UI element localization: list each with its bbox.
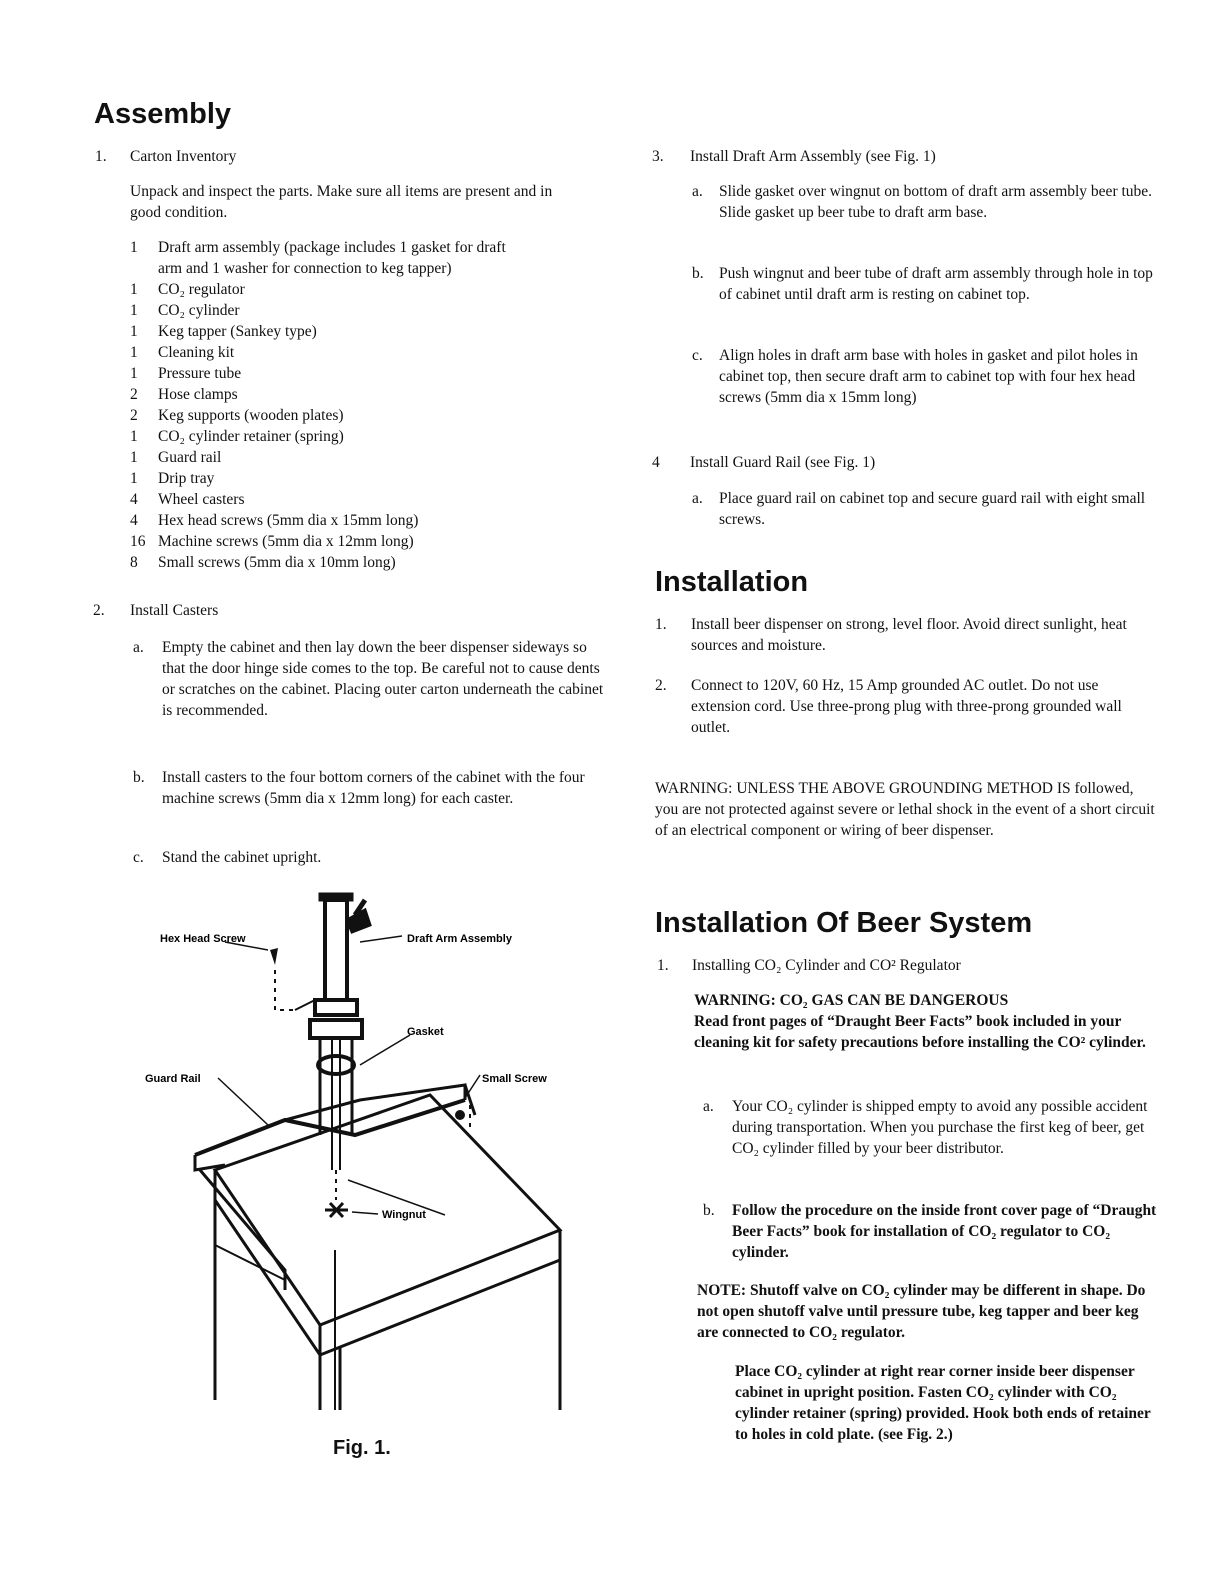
inventory-qty: 1 bbox=[130, 323, 138, 340]
step-2a-text: Empty the cabinet and then lay down the beer dispenser sideways so that the door hinge side comes to the top. Be careful not to cause dents or scratches on the cabinet. Placing outer carton underneath the cabinet is recommended. bbox=[162, 639, 604, 719]
inventory-qty: 1 bbox=[130, 344, 138, 361]
installation-heading: Installation bbox=[655, 566, 809, 598]
inventory-text: Pressure tube bbox=[158, 365, 242, 382]
install-1-number: 1. bbox=[655, 616, 667, 633]
inventory-text: CO₂ regulator bbox=[158, 281, 245, 298]
place-cylinder-text: Place CO₂ cylinder at right rear corner inside beer dispenser cabinet in upright position. Fasten CO₂ cylinder with CO₂ cylinder retainer (spring) provided. Hook both ends of retainer to holes in cold plate. (see Fig. 2.) bbox=[735, 1363, 1151, 1443]
step-3c-text: Align holes in draft arm base with holes in gasket and pilot holes in cabinet top, then secure draft arm to cabinet top with four hex head screws (5mm dia x 15mm long) bbox=[719, 347, 1138, 406]
step-3b-text: Push wingnut and beer tube of draft arm assembly through hole in top of cabinet until draft arm is resting on cabinet top. bbox=[719, 265, 1153, 303]
inventory-text: Machine screws (5mm dia x 12mm long) bbox=[158, 533, 414, 550]
step-1-title: Carton Inventory bbox=[130, 148, 237, 165]
step-3-title: Install Draft Arm Assembly (see Fig. 1) bbox=[690, 148, 936, 165]
install-2-number: 2. bbox=[655, 677, 667, 694]
label-draft-arm-assembly: Draft Arm Assembly bbox=[407, 933, 512, 945]
inventory-item bbox=[130, 363, 610, 384]
inventory-item bbox=[130, 300, 610, 321]
step-4a-text: Place guard rail on cabinet top and secure guard rail with eight small screws. bbox=[719, 490, 1146, 528]
inventory-text: CO₂ cylinder retainer (spring) bbox=[158, 428, 344, 445]
inventory-text: Wheel casters bbox=[158, 491, 245, 508]
step-2c-letter: c. bbox=[133, 849, 144, 866]
inventory-item bbox=[130, 342, 610, 363]
beer-system-heading: Installation Of Beer System bbox=[655, 907, 1033, 939]
inventory-item bbox=[130, 321, 610, 342]
inventory-item bbox=[130, 531, 610, 552]
inventory-text: Keg tapper (Sankey type) bbox=[158, 323, 317, 340]
inventory-text: Hose clamps bbox=[158, 386, 238, 403]
inventory-item bbox=[130, 552, 610, 573]
inventory-text: arm and 1 washer for connection to keg tapper) bbox=[158, 260, 452, 277]
co2-note: NOTE: Shutoff valve on CO₂ cylinder may be different in shape. Do not open shutoff valve until pressure tube, keg tapper and beer keg are connected to CO₂ regulator. bbox=[697, 1282, 1146, 1341]
inventory-item bbox=[130, 510, 610, 531]
co2-warning-text: Read front pages of “Draught Beer Facts” book included in your cleaning kit for safety precautions before installing the CO² cylinder. bbox=[694, 1013, 1146, 1051]
inventory-text: Guard rail bbox=[158, 449, 222, 466]
install-2-text: Connect to 120V, 60 Hz, 15 Amp grounded AC outlet. Do not use extension cord. Use three-prong plug with three-prong grounded wall outlet. bbox=[691, 677, 1122, 736]
step-1-number: 1. bbox=[95, 148, 107, 165]
inventory-item bbox=[130, 447, 610, 468]
inventory-item bbox=[130, 489, 610, 510]
step-3c-letter: c. bbox=[692, 347, 703, 364]
beer-1a-letter: a. bbox=[703, 1098, 714, 1115]
step-2b-text: Install casters to the four bottom corners of the cabinet with the four machine screws (5mm dia x 12mm long) for each caster. bbox=[162, 769, 585, 807]
step-2c-text: Stand the cabinet upright. bbox=[162, 849, 322, 866]
co2-warning-title: WARNING: CO₂ GAS CAN BE DANGEROUS bbox=[694, 992, 1009, 1009]
inventory-item bbox=[130, 468, 610, 489]
inventory-qty: 4 bbox=[130, 491, 138, 508]
inventory-qty: 1 bbox=[130, 302, 138, 319]
beer-1b-text: Follow the procedure on the inside front cover page of “Draught Beer Facts” book for installation of CO₂ regulator to CO₂ cylinder. bbox=[732, 1202, 1157, 1261]
inventory-qty: 1 bbox=[130, 470, 138, 487]
beer-1b-letter: b. bbox=[703, 1202, 715, 1219]
inventory-item bbox=[130, 279, 610, 300]
inventory-item bbox=[130, 426, 610, 447]
inventory-item bbox=[130, 237, 610, 258]
step-2a-letter: a. bbox=[133, 639, 144, 656]
step-2b-letter: b. bbox=[133, 769, 145, 786]
step-3b-letter: b. bbox=[692, 265, 704, 282]
inventory-text: Draft arm assembly (package includes 1 gasket for draft bbox=[158, 239, 506, 256]
inventory-item bbox=[130, 405, 610, 426]
install-1-text: Install beer dispenser on strong, level floor. Avoid direct sunlight, heat sources and moisture. bbox=[691, 616, 1127, 654]
inventory-qty: 1 bbox=[130, 281, 138, 298]
inventory-qty: 1 bbox=[130, 449, 138, 466]
inventory-text: CO₂ cylinder bbox=[158, 302, 240, 319]
label-hex-head-screw: Hex Head Screw bbox=[160, 933, 246, 945]
inventory-text: Small screws (5mm dia x 10mm long) bbox=[158, 554, 396, 571]
label-small-screw: Small Screw bbox=[482, 1073, 547, 1085]
beer-1a-text: Your CO₂ cylinder is shipped empty to avoid any possible accident during transportation. When you purchase the first keg of beer, get CO₂ cylinder filled by your beer distributor. bbox=[732, 1098, 1148, 1157]
inventory-item bbox=[130, 258, 610, 279]
inventory-text: Hex head screws (5mm dia x 15mm long) bbox=[158, 512, 419, 529]
step-2-number: 2. bbox=[93, 602, 105, 619]
inventory-qty: 16 bbox=[130, 533, 146, 550]
assembly-heading: Assembly bbox=[94, 98, 232, 130]
step-1-intro: Unpack and inspect the parts. Make sure all items are present and in good condition. bbox=[130, 183, 553, 221]
label-guard-rail: Guard Rail bbox=[145, 1073, 201, 1085]
inventory-qty: 8 bbox=[130, 554, 138, 571]
label-wingnut: Wingnut bbox=[382, 1209, 426, 1221]
inventory-text: Drip tray bbox=[158, 470, 215, 487]
inventory-qty: 1 bbox=[130, 239, 138, 256]
inventory-qty: 1 bbox=[130, 428, 138, 445]
step-4a-letter: a. bbox=[692, 490, 703, 507]
step-2-title: Install Casters bbox=[130, 602, 219, 619]
inventory-qty: 4 bbox=[130, 512, 138, 529]
inventory-text: Cleaning kit bbox=[158, 344, 235, 361]
step-4-title: Install Guard Rail (see Fig. 1) bbox=[690, 454, 876, 471]
label-gasket: Gasket bbox=[407, 1026, 444, 1038]
grounding-warning: WARNING: UNLESS THE ABOVE GROUNDING METHOD IS followed, you are not protected against severe or lethal shock in the event of a short circuit of an electrical component or wiring of beer dispenser. bbox=[655, 780, 1155, 839]
inventory-qty: 2 bbox=[130, 407, 138, 424]
inventory-item bbox=[130, 384, 610, 405]
beer-1-title: Installing CO₂ Cylinder and CO² Regulator bbox=[692, 957, 961, 974]
step-3-number: 3. bbox=[652, 148, 664, 165]
inventory-qty: 2 bbox=[130, 386, 138, 403]
inventory-qty: 1 bbox=[130, 365, 138, 382]
figure-caption: Fig. 1. bbox=[333, 1437, 391, 1459]
step-4-number: 4 bbox=[652, 454, 660, 471]
figure-1-diagram bbox=[120, 870, 620, 1410]
inventory-text: Keg supports (wooden plates) bbox=[158, 407, 344, 424]
step-3a-letter: a. bbox=[692, 183, 703, 200]
step-3a-text: Slide gasket over wingnut on bottom of draft arm assembly beer tube. Slide gasket up beer tube to draft arm base. bbox=[719, 183, 1153, 221]
beer-1-number: 1. bbox=[657, 957, 669, 974]
